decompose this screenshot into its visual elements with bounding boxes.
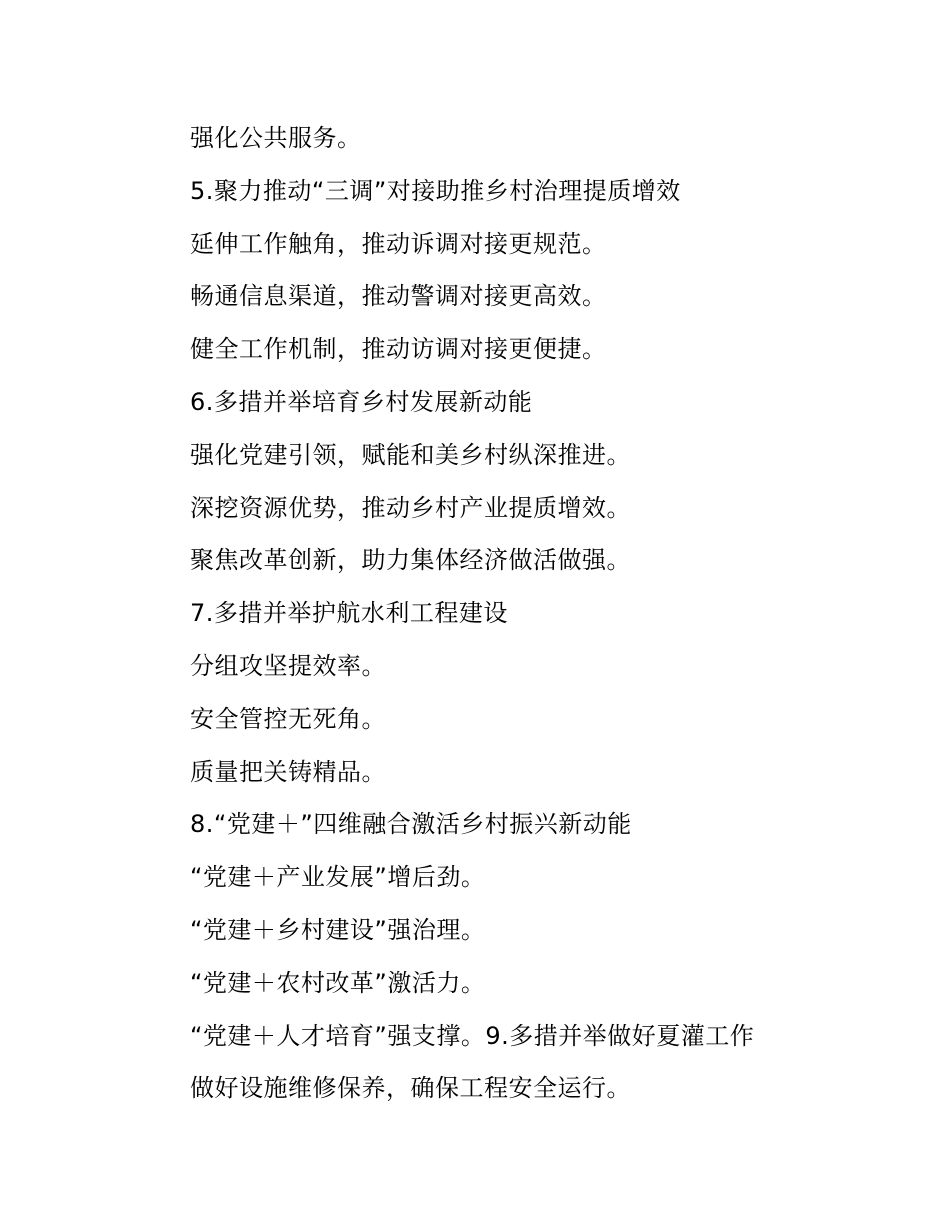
section-heading: 8.“党建＋”四维融合激活乡村振兴新动能 xyxy=(190,810,632,839)
paragraph-line: 安全管控无死角。 xyxy=(190,704,386,733)
paragraph-line: 深挖资源优势，推动乡村产业提质增效。 xyxy=(190,493,631,522)
paragraph-line: 质量把关铸精品。 xyxy=(190,757,386,786)
paragraph-line: 健全工作机制，推动访调对接更便捷。 xyxy=(190,335,607,364)
paragraph-line: 做好设施维修保养，确保工程安全运行。 xyxy=(190,1074,631,1103)
paragraph-line: “党建＋产业发展”增后劲。 xyxy=(190,863,486,892)
paragraph-line: 强化公共服务。 xyxy=(190,124,362,152)
section-heading: 5.聚力推动“三调”对接助推乡村治理提质增效 xyxy=(190,176,681,205)
paragraph-line: 分组攻坚提效率。 xyxy=(190,651,386,680)
paragraph-line: “党建＋人才培育”强支撑。9.多措并举做好夏灌工作 xyxy=(190,1021,755,1050)
document-body xyxy=(190,112,890,1115)
section-heading: 7.多措并举护航水利工程建设 xyxy=(190,599,508,628)
paragraph-line: 强化党建引领，赋能和美乡村纵深推进。 xyxy=(190,440,631,469)
paragraph-line: 聚焦改革创新，助力集体经济做活做强。 xyxy=(190,546,631,575)
section-heading: 6.多措并举培育乡村发展新动能 xyxy=(190,387,533,416)
paragraph-line: “党建＋乡村建设”强治理。 xyxy=(190,915,486,944)
paragraph-line: 延伸工作触角，推动诉调对接更规范。 xyxy=(190,229,607,258)
paragraph-line: “党建＋农村改革”激活力。 xyxy=(190,968,486,997)
paragraph-line: 畅通信息渠道，推动警调对接更高效。 xyxy=(190,282,607,311)
